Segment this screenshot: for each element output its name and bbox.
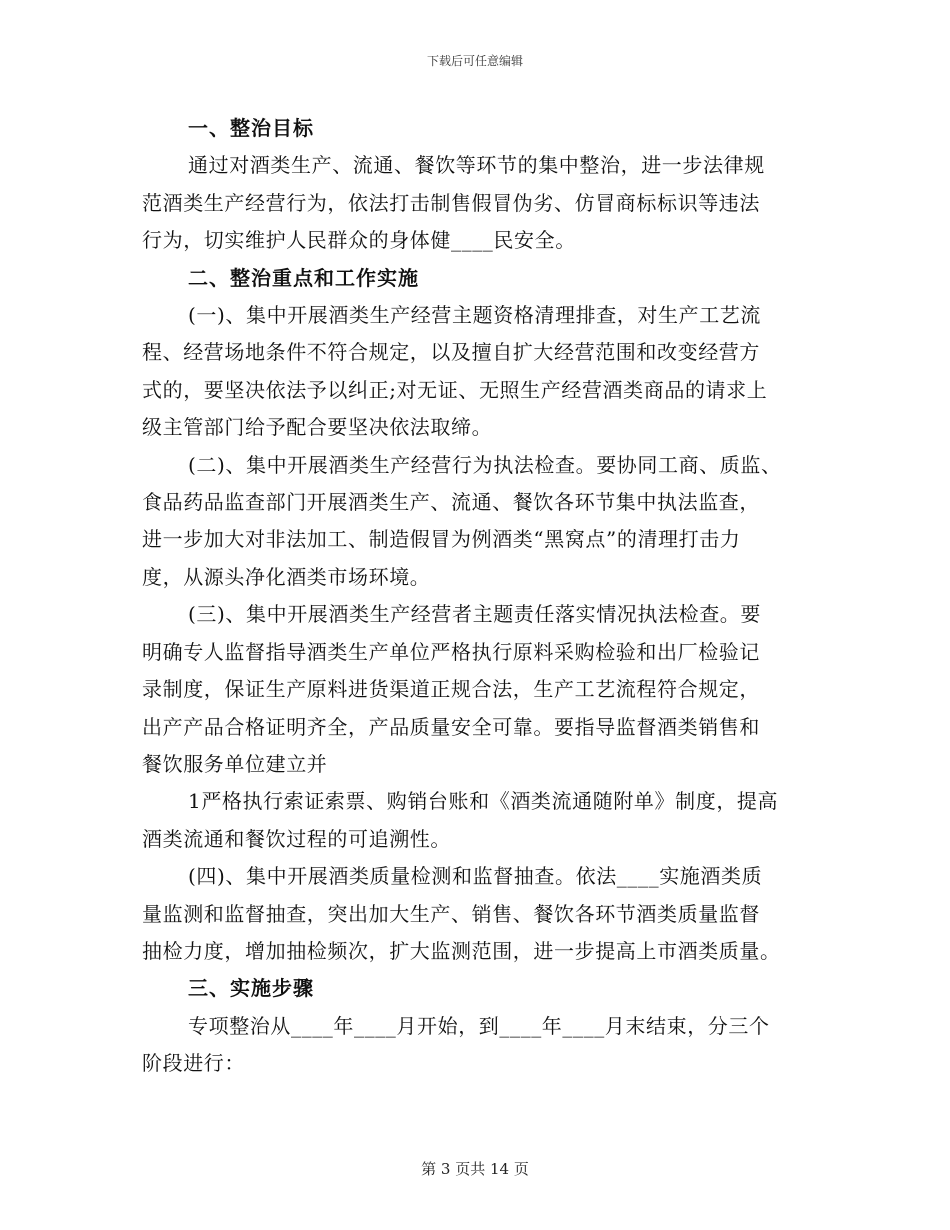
- text-line: 餐饮服务单位建立并: [142, 751, 328, 776]
- text-line: 式的，要坚决依法予以纠正;对无证、无照生产经营酒类商品的请求上: [142, 377, 768, 402]
- paragraph-item-2: [142, 447, 822, 597]
- text-line: 行为，切实维护人民群众的身体健____民安全。: [142, 228, 576, 253]
- paragraph-goals: [142, 147, 822, 259]
- text-line: 明确专人监督指导酒类生产单位严格执行原料采购检验和出厂检验记: [142, 639, 760, 664]
- paragraph-item-4: [142, 858, 822, 970]
- section-heading-goals: 一、整治目标: [188, 116, 314, 140]
- text-line: 录制度，保证生产原料进货渠道正规合法，生产工艺流程符合规定，: [142, 677, 760, 702]
- text-line: 出产产品合格证明齐全，产品质量安全可靠。要指导监督酒类销售和: [142, 714, 760, 739]
- paragraph-item-3: [142, 596, 822, 783]
- text-line: (一)、集中开展酒类生产经营主题资格清理排查，对生产工艺流: [188, 303, 762, 328]
- text-line: 酒类流通和餐饮过程的可追溯性。: [142, 826, 451, 851]
- text-line: (三)、集中开展酒类生产经营者主题责任落实情况执法检查。要: [188, 602, 762, 627]
- page-footer: 第 3 页共 14 页: [421, 1160, 529, 1178]
- section-heading-steps: 三、实施步骤: [188, 976, 314, 1001]
- text-line: 量监测和监督抽查，突出加大生产、销售、餐饮各环节酒类质量监督: [142, 901, 760, 926]
- document-body: [142, 110, 822, 1083]
- text-line: 范酒类生产经营行为，依法打击制售假冒伪劣、仿冒商标标识等违法: [142, 190, 760, 215]
- text-line: (二)、集中开展酒类生产经营行为执法检查。要协同工商、质监、: [188, 452, 782, 477]
- text-line: 进一步加大对非法加工、制造假冒为例酒类“黑窝点”的清理打击力: [142, 527, 741, 552]
- section-heading-focus: 二、整治重点和工作实施: [188, 265, 419, 290]
- text-line: 专项整治从____年____月开始，到____年____月末结束，分三个: [188, 1013, 770, 1038]
- text-line: 程、经营场地条件不符合规定，以及擅自扩大经营范围和改变经营方: [142, 340, 760, 365]
- page-header: 下载后可任意编辑: [426, 54, 523, 68]
- text-line: 1严格执行索证索票、购销台账和《酒类流通随附单》制度，提高: [188, 789, 779, 814]
- text-line: 阶段进行：: [142, 1051, 245, 1076]
- paragraph-item-1: [142, 297, 822, 447]
- paragraph-steps: [142, 1008, 822, 1083]
- paragraph-item-3-continued: [142, 783, 822, 858]
- text-line: (四)、集中开展酒类质量检测和监督抽查。依法____实施酒类质: [188, 864, 763, 889]
- text-line: 抽检力度，增加抽检频次，扩大监测范围，进一步提高上市酒类质量。: [142, 938, 781, 963]
- text-line: 通过对酒类生产、流通、餐饮等环节的集中整治，进一步法律规: [188, 153, 765, 178]
- text-line: 度，从源头净化酒类市场环境。: [142, 564, 431, 589]
- text-line: 级主管部门给予配合要坚决依法取缔。: [142, 415, 493, 440]
- text-line: 食品药品监查部门开展酒类生产、流通、餐饮各环节集中执法监查，: [142, 490, 760, 515]
